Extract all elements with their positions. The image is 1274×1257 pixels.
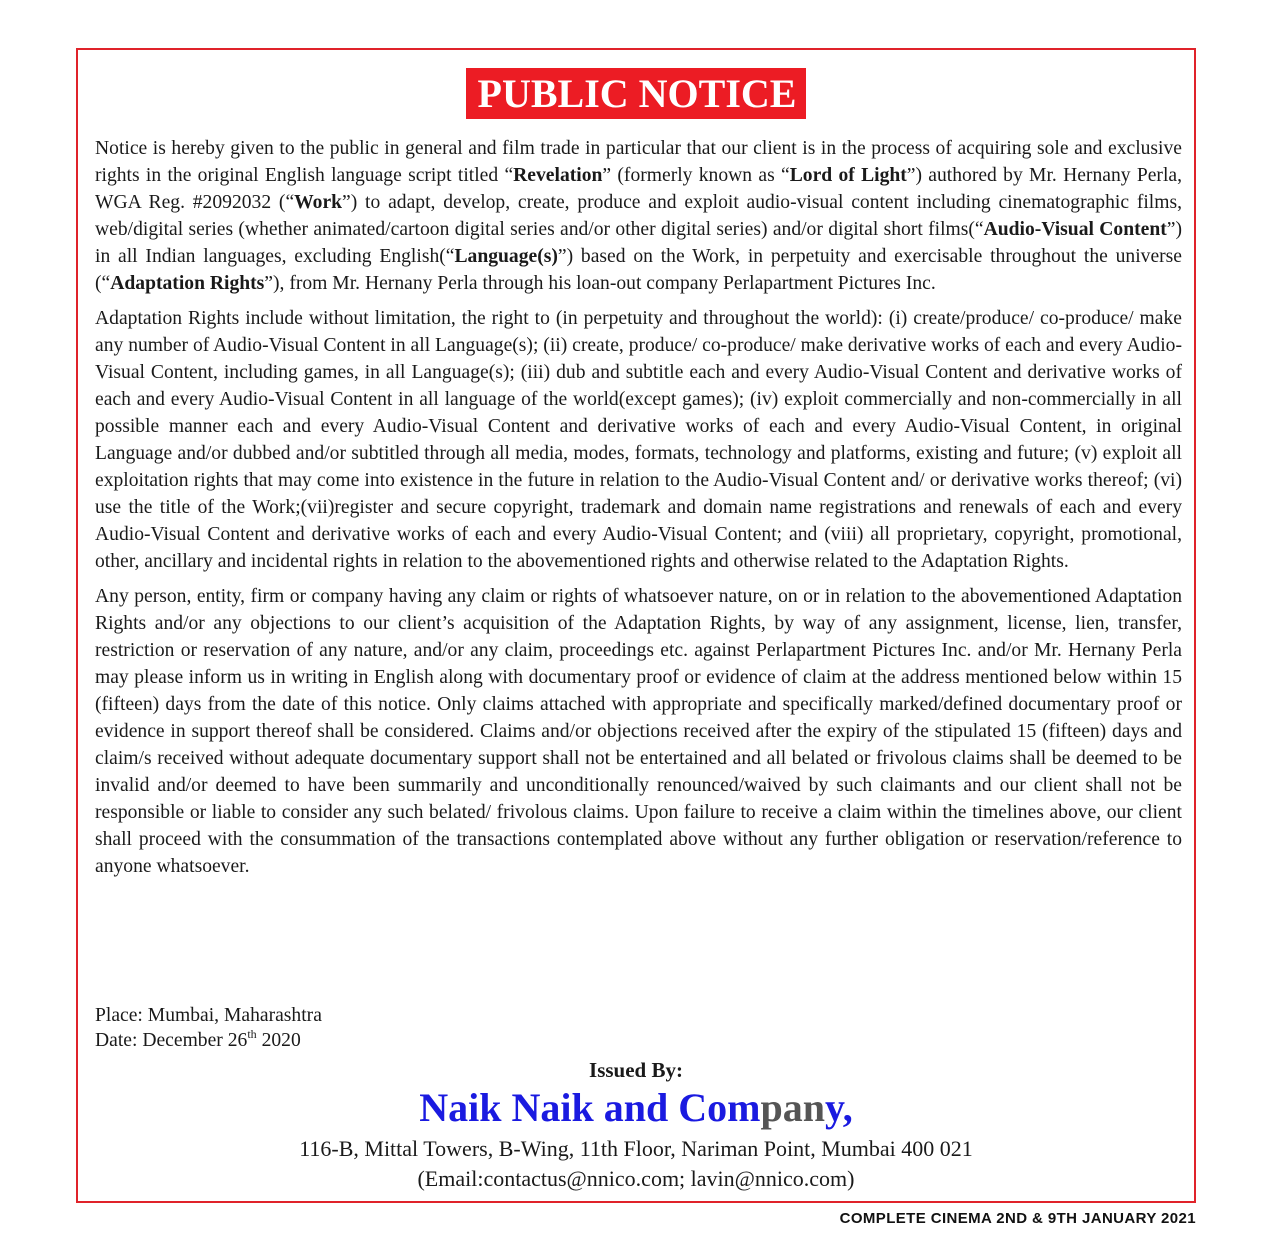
bold-term: Revelation	[513, 165, 603, 187]
notice-body	[95, 135, 1182, 888]
issued-by-label: Issued By:	[589, 1058, 683, 1082]
paragraph-text: ”) based on the Work, in perpetuity and exercisable throughout the universe (“	[95, 246, 1182, 295]
place-line: Place: Mumbai, Maharashtra	[95, 1005, 322, 1026]
bold-term: Work	[294, 192, 343, 214]
notice-paragraph-2	[95, 305, 1182, 576]
bold-term: Adaptation Rights	[110, 273, 265, 295]
paragraph-text: ”) to adapt, develop, create, produce and exploit audio-visual content including cinematographic films, web/digital series (whether animated/cartoon digital series and/or other digital series) and/or digital short films(“	[95, 192, 1182, 241]
bold-term: Audio-Visual Content	[983, 219, 1167, 241]
paragraph-text: ”) in all Indian languages, excluding English(“	[95, 219, 1182, 268]
company-name-part-3: y,	[824, 1085, 853, 1130]
date-prefix: Date: December 26	[95, 1030, 248, 1051]
paragraph-text: ”) authored by Mr. Hernany Perla, WGA Reg. #2092032 (“	[95, 165, 1182, 214]
title-wrap	[78, 68, 1194, 119]
company-address: 116-B, Mittal Towers, B-Wing, 11th Floor, Nariman Point, Mumbai 400 021	[299, 1136, 973, 1161]
paragraph-text: ” (formerly known as “	[602, 165, 790, 187]
place-date-block	[95, 1003, 322, 1053]
date-line	[95, 1028, 322, 1053]
public-notice-box	[76, 48, 1196, 1203]
publication-footer: COMPLETE CINEMA 2ND & 9TH JANUARY 2021	[839, 1210, 1196, 1227]
bold-term: Language(s)	[454, 246, 558, 268]
company-name	[78, 1084, 1194, 1132]
company-name-part-2: pan	[760, 1085, 825, 1130]
date-superscript: th	[247, 1027, 257, 1041]
bold-term: Lord of Light	[789, 165, 907, 187]
date-suffix: 2020	[256, 1030, 301, 1051]
paragraph-text: Notice is hereby given to the public in general and film trade in particular that our client is in the process of acquiring sole and exclusive rights in the original English language script titled “	[95, 138, 1182, 187]
paragraph-text: ”), from Mr. Hernany Perla through his loan-out company Perlapartment Pictures Inc.	[264, 273, 936, 295]
notice-title: PUBLIC NOTICE	[466, 68, 807, 119]
paragraph-text: Any person, entity, firm or company having any claim or rights of whatsoever nature, on or in relation to the abovementioned Adaptation Rights and/or any objections to our client’s acquisition of the Adaptation Rights, by way of any assignment, license, lien, transfer, restriction or reservation of any nature, and/or any claim, proceedings etc. against Perlapartment Pictures Inc. and/or Mr. Hernany Perla may please inform us in writing in English along with documentary proof or evidence of claim at the address mentioned below within 15 (fifteen) days from the date of this notice. Only claims attached with appropriate and specifically marked/defined documentary proof or evidence in support thereof shall be considered. Claims and/or objections received after the expiry of the stipulated 15 (fifteen) days and claim/s received without adequate documentary support shall not be entertained and all belated or frivolous claims shall be deemed to be invalid and/or deemed to have been summarily and unconditionally renounced/waived by such claimants and our client shall not be responsible or liable to consider any such belated/ frivolous claims. Upon failure to receive a claim within the timelines above, our client shall proceed with the consummation of the transactions contemplated above without any further obligation or reservation/reference to anyone whatsoever.	[95, 585, 1182, 878]
notice-paragraph-3	[95, 583, 1182, 881]
company-email: (Email:contactus@nnico.com; lavin@nnico.com)	[417, 1166, 855, 1191]
notice-paragraph-1	[95, 135, 1182, 298]
company-name-part-1: Naik Naik and Com	[419, 1085, 761, 1130]
paragraph-text: Adaptation Rights include without limitation, the right to (in perpetuity and throughout the world): (i) create/produce/ co-produce/ make any number of Audio-Visual Content in all Language(s); (ii) create, produce/ co-produce/ make derivative works of each and every Audio-Visual Content, including games, in all Language(s); (iii) dub and subtitle each and every Audio-Visual Content and derivative works of each and every Audio-Visual Content in all language of the world(except games); (iv) exploit commercially and non-commercially in all possible manner each and every Audio-Visual Content and derivative works of each and every Audio-Visual Content, in original Language and/or dubbed and/or subtitled through all media, modes, formats, technology and platforms, existing and future; (v) exploit all exploitation rights that may come into existence in the future in relation to the Audio-Visual Content and/ or derivative works thereof; (vi) use the title of the Work;(vii)register and secure copyright, trademark and domain name registrations and renewals of each and every Audio-Visual Content and derivative works of each and every Audio-Visual Content; and (viii) all proprietary, copyright, promotional, other, ancillary and incidental rights in relation to the abovementioned rights and otherwise related to the Adaptation Rights.	[95, 307, 1182, 573]
